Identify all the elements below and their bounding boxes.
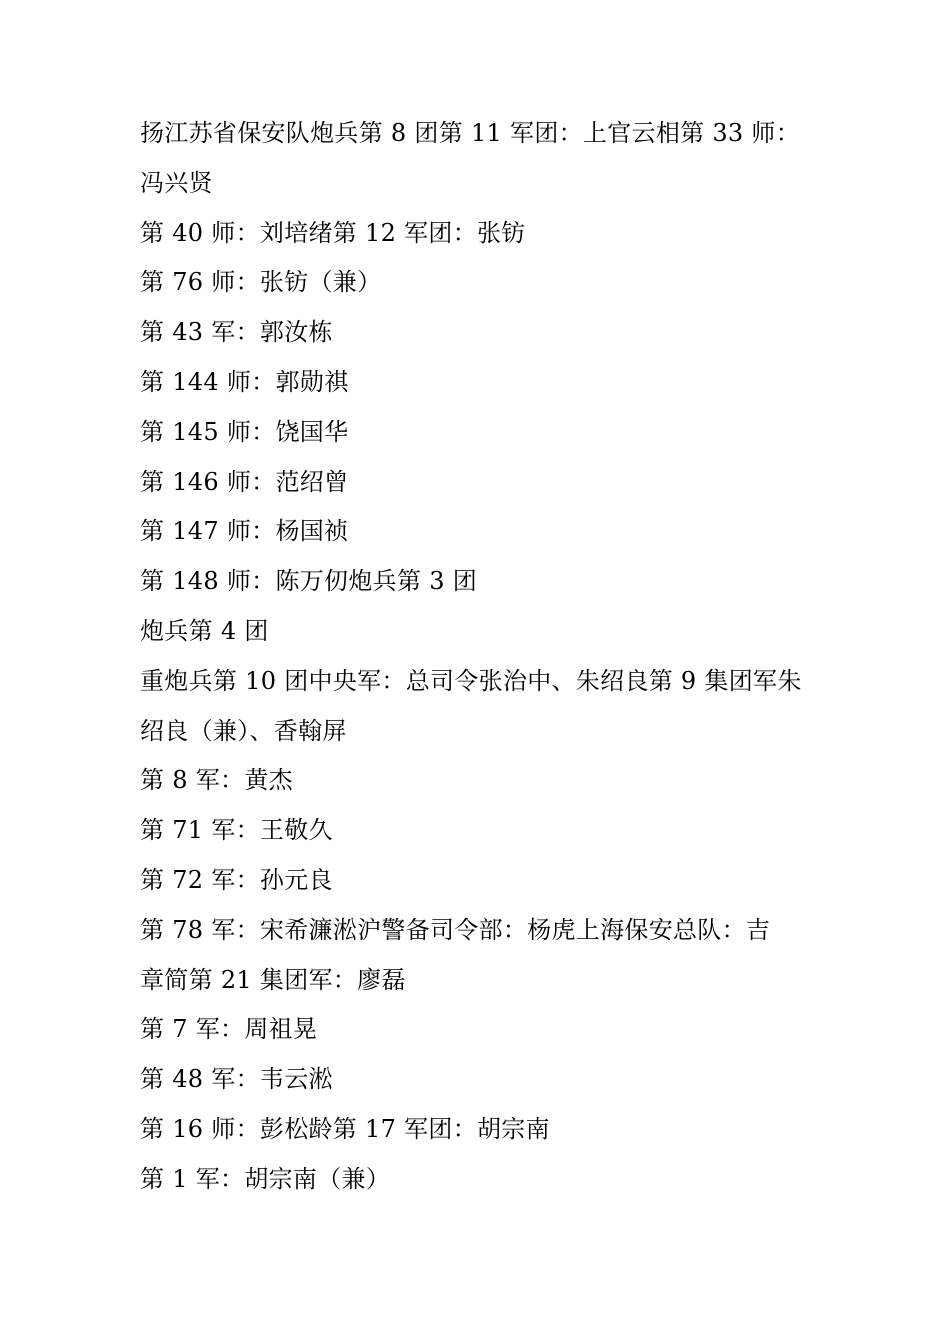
- text-line: 第 147 师：杨国祯: [140, 517, 349, 546]
- text-line: 第 76 师：张钫（兼）: [140, 268, 382, 297]
- text-line: 第 148 师：陈万仞炮兵第 3 团: [140, 567, 477, 596]
- text-line: 重炮兵第 10 团中央军：总司令张治中、朱绍良第 9 集团军朱: [140, 666, 802, 695]
- text-line: 第 144 师：郭勋祺: [140, 367, 349, 396]
- text-line: 冯兴贤: [140, 168, 213, 197]
- text-line: 扬江苏省保安队炮兵第 8 团第 11 军团：上官云相第 33 师：: [140, 119, 801, 147]
- text-line: 第 1 军：胡宗南（兼）: [140, 1164, 391, 1193]
- text-line: 章简第 21 集团军：廖磊: [140, 965, 406, 994]
- text-line: 第 43 军：郭汝栋: [140, 318, 333, 347]
- text-line: 绍良（兼）、香翰屏: [140, 716, 347, 745]
- text-line: 第 48 军：韦云淞: [140, 1065, 333, 1094]
- text-line: 第 146 师：范绍曾: [140, 467, 349, 496]
- text-line: 第 145 师：饶国华: [140, 417, 349, 446]
- text-line: 第 40 师：刘培绪第 12 军团：张钫: [140, 218, 526, 247]
- text-line: 第 71 军：王敬久: [140, 816, 333, 845]
- text-line: 第 72 军：孙元良: [140, 865, 333, 894]
- text-line: 第 8 军：黄杰: [140, 766, 293, 795]
- document-body: [140, 109, 820, 1205]
- text-line: 第 7 军：周祖晃: [140, 1015, 318, 1044]
- text-line: 第 16 师：彭松龄第 17 军团：胡宗南: [140, 1114, 550, 1143]
- text-line: 炮兵第 4 团: [140, 616, 269, 645]
- text-line: 第 78 军：宋希濂淞沪警备司令部：杨虎上海保安总队：吉: [140, 915, 771, 944]
